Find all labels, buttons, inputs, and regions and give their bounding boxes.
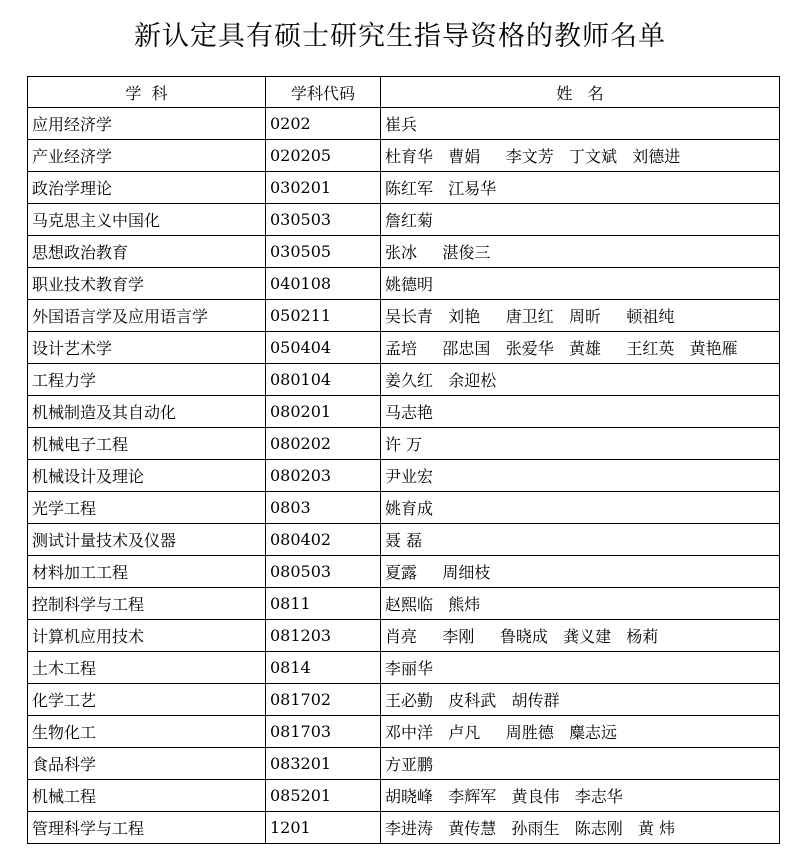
table-header-row bbox=[28, 77, 780, 108]
page-title: 新认定具有硕士研究生指导资格的教师名单 bbox=[134, 21, 666, 52]
code-cell: 0814 bbox=[266, 652, 381, 684]
names-cell: 陈红军 江易华 bbox=[381, 172, 780, 204]
table-row bbox=[28, 556, 780, 588]
names-cell: 王必勤 皮科武 胡传群 bbox=[381, 684, 780, 716]
code-cell: 050404 bbox=[266, 332, 381, 364]
code-cell: 030505 bbox=[266, 236, 381, 268]
table-row bbox=[28, 460, 780, 492]
table-row bbox=[28, 748, 780, 780]
table-row bbox=[28, 108, 780, 140]
names-cell: 姚德明 bbox=[381, 268, 780, 300]
code-cell: 081702 bbox=[266, 684, 381, 716]
code-cell: 1201 bbox=[266, 812, 381, 844]
table-row bbox=[28, 300, 780, 332]
header-names: 姓 名 bbox=[381, 77, 780, 108]
names-cell: 邓中洋 卢凡 周胜德 麋志远 bbox=[381, 716, 780, 748]
table-body bbox=[28, 108, 780, 844]
subject-cell: 设计艺术学 bbox=[28, 332, 266, 364]
code-cell: 081203 bbox=[266, 620, 381, 652]
names-cell: 马志艳 bbox=[381, 396, 780, 428]
subject-cell: 政治学理论 bbox=[28, 172, 266, 204]
code-cell: 030201 bbox=[266, 172, 381, 204]
names-cell: 尹业宏 bbox=[381, 460, 780, 492]
table-row bbox=[28, 364, 780, 396]
names-cell: 吴长青 刘艳 唐卫红 周昕 顿祖纯 bbox=[381, 300, 780, 332]
subject-cell: 思想政治教育 bbox=[28, 236, 266, 268]
names-cell: 姜久红 余迎松 bbox=[381, 364, 780, 396]
table-row bbox=[28, 236, 780, 268]
subject-cell: 工程力学 bbox=[28, 364, 266, 396]
code-cell: 0202 bbox=[266, 108, 381, 140]
table-row bbox=[28, 492, 780, 524]
names-cell: 许 万 bbox=[381, 428, 780, 460]
teacher-list-table bbox=[27, 76, 780, 844]
code-cell: 0803 bbox=[266, 492, 381, 524]
subject-cell: 生物化工 bbox=[28, 716, 266, 748]
table-row bbox=[28, 204, 780, 236]
table-row bbox=[28, 652, 780, 684]
names-cell: 张冰 湛俊三 bbox=[381, 236, 780, 268]
code-cell: 080402 bbox=[266, 524, 381, 556]
code-cell: 080104 bbox=[266, 364, 381, 396]
subject-cell: 产业经济学 bbox=[28, 140, 266, 172]
subject-cell: 机械工程 bbox=[28, 780, 266, 812]
code-cell: 030503 bbox=[266, 204, 381, 236]
table-row bbox=[28, 620, 780, 652]
names-cell: 孟培 邵忠国 张爱华 黄雄 王红英 黄艳雁 bbox=[381, 332, 780, 364]
code-cell: 083201 bbox=[266, 748, 381, 780]
subject-cell: 计算机应用技术 bbox=[28, 620, 266, 652]
table-row bbox=[28, 588, 780, 620]
table-row bbox=[28, 172, 780, 204]
subject-cell: 土木工程 bbox=[28, 652, 266, 684]
subject-cell: 马克思主义中国化 bbox=[28, 204, 266, 236]
table-row bbox=[28, 524, 780, 556]
code-cell: 020205 bbox=[266, 140, 381, 172]
code-cell: 081703 bbox=[266, 716, 381, 748]
names-cell: 崔兵 bbox=[381, 108, 780, 140]
code-cell: 080503 bbox=[266, 556, 381, 588]
table-row bbox=[28, 684, 780, 716]
subject-cell: 测试计量技术及仪器 bbox=[28, 524, 266, 556]
header-code: 学科代码 bbox=[266, 77, 381, 108]
code-cell: 040108 bbox=[266, 268, 381, 300]
subject-cell: 化学工艺 bbox=[28, 684, 266, 716]
code-cell: 050211 bbox=[266, 300, 381, 332]
names-cell: 赵熙临 熊炜 bbox=[381, 588, 780, 620]
table-row bbox=[28, 332, 780, 364]
subject-cell: 外国语言学及应用语言学 bbox=[28, 300, 266, 332]
names-cell: 聂 磊 bbox=[381, 524, 780, 556]
names-cell: 姚育成 bbox=[381, 492, 780, 524]
names-cell: 夏露 周细枝 bbox=[381, 556, 780, 588]
table-row bbox=[28, 716, 780, 748]
code-cell: 0811 bbox=[266, 588, 381, 620]
code-cell: 080203 bbox=[266, 460, 381, 492]
subject-cell: 控制科学与工程 bbox=[28, 588, 266, 620]
subject-cell: 材料加工工程 bbox=[28, 556, 266, 588]
subject-cell: 光学工程 bbox=[28, 492, 266, 524]
table-row bbox=[28, 140, 780, 172]
code-cell: 080202 bbox=[266, 428, 381, 460]
subject-cell: 机械电子工程 bbox=[28, 428, 266, 460]
names-cell: 李丽华 bbox=[381, 652, 780, 684]
subject-cell: 机械制造及其自动化 bbox=[28, 396, 266, 428]
subject-cell: 职业技术教育学 bbox=[28, 268, 266, 300]
subject-cell: 机械设计及理论 bbox=[28, 460, 266, 492]
subject-cell: 管理科学与工程 bbox=[28, 812, 266, 844]
table-row bbox=[28, 428, 780, 460]
names-cell: 杜育华 曹娟 李文芳 丁文斌 刘德进 bbox=[381, 140, 780, 172]
names-cell: 肖亮 李刚 鲁晓成 龚义建 杨莉 bbox=[381, 620, 780, 652]
names-cell: 李进涛 黄传慧 孙雨生 陈志刚 黄 炜 bbox=[381, 812, 780, 844]
table-row bbox=[28, 396, 780, 428]
table-row bbox=[28, 780, 780, 812]
table-row bbox=[28, 812, 780, 844]
header-subject: 学 科 bbox=[28, 77, 266, 108]
table-row bbox=[28, 268, 780, 300]
names-cell: 方亚鹏 bbox=[381, 748, 780, 780]
subject-cell: 食品科学 bbox=[28, 748, 266, 780]
subject-cell: 应用经济学 bbox=[28, 108, 266, 140]
names-cell: 胡晓峰 李辉军 黄良伟 李志华 bbox=[381, 780, 780, 812]
code-cell: 085201 bbox=[266, 780, 381, 812]
code-cell: 080201 bbox=[266, 396, 381, 428]
names-cell: 詹红菊 bbox=[381, 204, 780, 236]
